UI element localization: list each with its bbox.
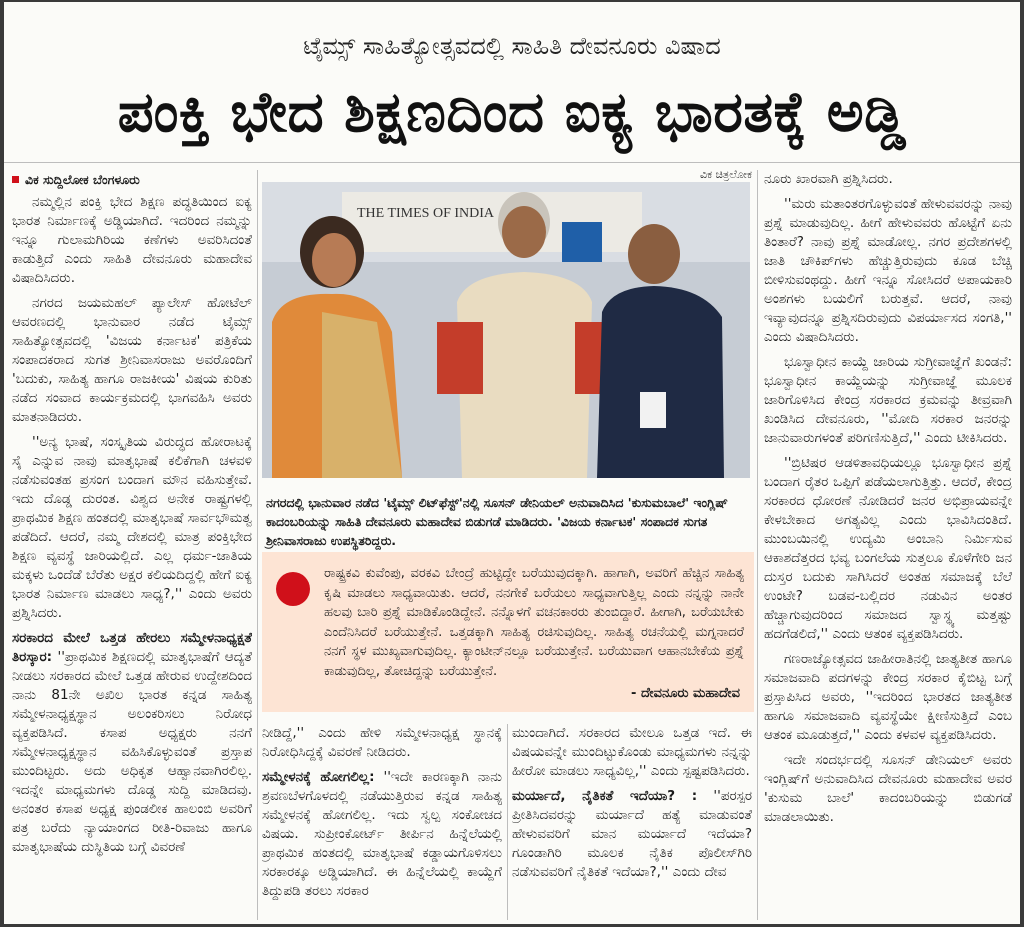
photo-illustration xyxy=(262,182,750,478)
subheading-paragraph xyxy=(12,629,252,857)
column-divider xyxy=(257,170,258,920)
column-divider xyxy=(507,724,508,920)
subheading: ಸರಕಾರದ ಮೇಲೆ ಒತ್ತಡ ಹೇರಲು ಸಮ್ಮೇಳನಾಧ್ಯಕ್ಷತೆ ತಿರಸ್ಕಾರ: xyxy=(12,630,252,665)
paragraph-text: ''ಪರಸ್ಪರ ಪ್ರೀತಿಸಿದವರನ್ನು ಮರ್ಯಾದೆ ಹತ್ಯೆ ಮಾಡುವಂತೆ ಹೇಳುವವರಿಗೆ ಮಾನ ಮರ್ಯಾದೆ ಇದೆಯಾ? ಗೂಂಡಾಗಿರಿ ಮೂಲಕ ನೈತಿಕ ಪೊಲೀಸ್‌ಗಿರಿ ನಡೆಸುವವರಿಗೆ ನೈತಿಕತೆ ಇದೆಯಾ?,'' ಎಂದು ದೇವ xyxy=(512,788,752,880)
paragraph: ನೀಡಿದ್ದೆ,'' ಎಂದು ಹೇಳಿ ಸಮ್ಮೇಳನಾಧ್ಯಕ್ಷ ಸ್ಥಾನಕ್ಕೆ ನಿರೋಧಿಸಿದ್ದಕ್ಕೆ ವಿವರಣೆ ನೀಡಿದರು. xyxy=(262,725,502,760)
paragraph: ನೂರು ಖಾರವಾಗಿ ಪ್ರಶ್ನಿಸಿದರು. xyxy=(764,171,893,187)
quote-text: ರಾಷ್ಟ್ರಕವಿ ಕುವೆಂಪು, ವರಕವಿ ಬೇಂದ್ರೆ ಹುಟ್ಟಿದ್ದೇ ಬರೆಯುವುದಕ್ಕಾಗಿ. ಹಾಗಾಗಿ, ಅವರಿಗೆ ಹೆಚ್ಚಿನ ಸಾಹಿತ್ಯ ಕೃಷಿ ಮಾಡಲು ಸಾಧ್ಯವಾಯಿತು. ಆದರೆ, ನನಗೇಕೆ ಬರೆಯಲು ಸಾಧ್ಯವಾಗುತ್ತಿಲ್ಲ ಎಂದು ನನ್ನನ್ನು ನಾನೇ ಹಲವು ಬಾರಿ ಪ್ರಶ್ನೆ ಮಾಡಿಕೊಂಡಿದ್ದೇನೆ. ನನ್ನೊಳಗೆ ವಚನಕಾರರು ತುಂಬಿದ್ದಾರೆ. ಹೀಗಾಗಿ, ಬರೆಯಬೇಕು ಎಂದೆನಿಸಿದರೆ ಬರೆಯುತ್ತೇನೆ. ಒತ್ತಡಕ್ಕಾಗಿ ಸಾಹಿತ್ಯ ರಚಿಸುವುದಿಲ್ಲ. ಸಾಹಿತ್ಯ ರಚನೆಯಲ್ಲಿ ಮಗ್ನನಾದರೆ ನನಗೆ ಸ್ಥಳ ಮುಖ್ಯವಾಗುವುದಿಲ್ಲ. ಕ್ಯಾಂಟೀನ್‌ನಲ್ಲೂ ಬರೆಯುತ್ತೇನೆ. ಬರೆಯುವಾಗ ಆಹಾನಬೇಕೆಯ ಪ್ರಶ್ನೆ ಕಾಡುವುದಿಲ್ಲ, ತೋಚಿದ್ದನ್ನು ಬರೆಯುತ್ತೇನೆ. xyxy=(324,566,744,679)
paragraph-text: ''ಇದೇ ಕಾರಣಕ್ಕಾಗಿ ನಾನು ಶ್ರವಣಬೆಳಗೊಳದಲ್ಲಿ ನಡೆಯುತ್ತಿರುವ ಕನ್ನಡ ಸಾಹಿತ್ಯ ಸಮ್ಮೇಳನಕ್ಕೆ ಹೋಗಲಿಲ್ಲ. ಇದು ಸ್ವಲ್ಪ ಸಂಕೋಚದ ವಿಷಯ. ಸುಪ್ರೀಂಕೋರ್ಟ್‌ ತೀರ್ಪಿನ ಹಿನ್ನೆಲೆಯಲ್ಲಿ ಪ್ರಾಥಮಿಕ ಹಂತದಲ್ಲಿ ಮಾತೃಭಾಷೆ ಕಡ್ಡಾಯಗೊಳಿಸಲು ಸರಕಾರಕ್ಕೂ ಅಡ್ಡಿಯಾಗಿದೆ. ಈ ಹಿನ್ನೆಲೆಯಲ್ಲಿ ಕಾಯ್ದೆಗೆ ತಿದ್ದುಪಡಿ ತರಲು ಸರಕಾರ xyxy=(262,769,502,899)
paragraph: ಗಣರಾಜ್ಯೋತ್ಸವದ ಜಾಹೀರಾತಿನಲ್ಲಿ ಜಾತ್ಯತೀತ ಹಾಗೂ ಸಮಾಜವಾದಿ ಪದಗಳನ್ನು ಕೇಂದ್ರ ಸರಕಾರ ಕೈಬಿಟ್ಟ ಬಗ್ಗೆ ಪ್ರಸ್ತಾಪಿಸಿದ ಅವರು, ''ಇದರಿಂದ ಭಾರತದ ಜಾತ್ಯತೀತ ಹಾಗೂ ಸಮಾಜವಾದಿ ವ್ಯವಸ್ಥೆಯೇ ಕ್ಷೀಣಿಸುತ್ತಿದೆ ಎಂಬ ಆತಂಕ ಮೂಡುತ್ತದೆ,'' ಎಂದು ಕಳವಳ ವ್ಯಕ್ತಪಡಿಸಿದರು. xyxy=(764,651,1012,743)
quote-box xyxy=(262,552,754,712)
quote-bullet-icon xyxy=(276,572,310,606)
byline xyxy=(12,170,252,189)
kicker: ಟೈಮ್ಸ್‌ ಸಾಹಿತ್ಯೋತ್ಸವದಲ್ಲಿ ಸಾಹಿತಿ ದೇವನೂರು ವಿಷಾದ xyxy=(303,32,721,60)
column-divider xyxy=(757,170,758,920)
newspaper-page xyxy=(4,2,1020,924)
column-2 xyxy=(262,724,502,924)
paragraph: ''ಅನ್ಯ ಭಾಷೆ, ಸಂಸ್ಕೃತಿಯ ವಿರುದ್ಧದ ಹೋರಾಟಕ್ಕೆ ಸೈ ಎನ್ನುವ ನಾವು ಮಾತೃಭಾಷೆ ಕಲಿಕೆಗಾಗಿ ಚಳವಳಿ ನಡೆಸುವಂತಹ ಪ್ರಸಂಗ ಬಂದಾಗ ಮೌನ ವಹಿಸುತ್ತೇವೆ. ಇದು ದೊಡ್ಡ ದುರಂತ. ವಿಶ್ವದ ಅನೇಕ ರಾಷ್ಟ್ರಗಳಲ್ಲಿ ಪ್ರಾಥಮಿಕ ಶಿಕ್ಷಣ ಹಂತದಲ್ಲಿ ಮಾತೃಭಾಷೆ ಸಾರ್ವಭೌಮತ್ವ ಪಡೆದಿದೆ. ಆದರೆ, ನಮ್ಮ ದೇಶದಲ್ಲಿ ಮಾತ್ರ ಪಂಕ್ತಿಭೇದ ಶಿಕ್ಷಣ ವ್ಯವಸ್ಥೆ ಜಾರಿಯಲ್ಲಿದೆ. ಎಲ್ಲ ಧರ್ಮ-ಜಾತಿಯ ಮಕ್ಕಳು ಒಂದೆಡೆ ಬೆರೆತು ಅಕ್ಷರ ಕಲಿಯದಿದ್ದಲ್ಲಿ ಹೇಗೆ ಐಕ್ಯ ಭಾರತ ನಿರ್ಮಾಣ ಮಾಡಲು ಸಾಧ್ಯ?,'' ಎಂದು ಅವರು ಪ್ರಶ್ನಿಸಿದರು. xyxy=(12,434,252,621)
bullet-square-icon xyxy=(12,176,19,183)
byline-text: ವಿಕ ಸುದ್ದಿಲೋಕ ಬೆಂಗಳೂರು xyxy=(25,172,140,187)
column-1 xyxy=(12,170,252,922)
header-divider xyxy=(4,162,1020,163)
paragraph: ''ಬ್ರಿಟಿಷರ ಆಡಳಿತಾವಧಿಯಲ್ಲೂ ಭೂಸ್ವಾಧೀನ ಪ್ರಶ್ನೆ ಬಂದಾಗ ರೈತರ ಒಪ್ಪಿಗೆ ಪಡೆಯಲಾಗುತ್ತಿತ್ತು. ಆದರೆ, ಕೇಂದ್ರ ಸರಕಾರದ ಧೋರಣೆ ನೋಡಿದರೆ ಜನರ ಅಭಿಪ್ರಾಯವನ್ನೇ ಕೇಳಬೇಕಾದ ಅಗತ್ಯವಿಲ್ಲ ಎಂದು ಭಾವಿಸಿದಂತಿದೆ. ಮುಂಬಯಿನಲ್ಲಿ ಉದ್ಯಮಿ ಅಂಬಾನಿ ನಿರ್ಮಿಸುವ ಆಕಾಶದೆತ್ತರದ ಭವ್ಯ ಬಂಗಲೆಯ ಸುತ್ತಲೂ ಕೊಳೆಗೇರಿ ಜನ ದುಸ್ತರ ಬದುಕು ಸಾಗಿಸಿದರೆ ಅಂತಹ ಸಮಾಜಕ್ಕೆ ಬೆಲೆ ಉಂಟೇ? ಬಡವ-ಬಲ್ಲಿದರ ನಡುವಿನ ಅಂತರ ಹೆಚ್ಚಾಗುವುದರಿಂದ ಸಮಾಜದ ಸ್ವಾಸ್ಥ್ಯ ಮತ್ತಷ್ಟು ಹದಗೆಡಲಿದೆ,'' ಎಂದು ಆತಂಕ ವ್ಯಕ್ತಪಡಿಸಿದರು. xyxy=(764,455,1012,642)
quote-attribution: - ದೇವನೂರು ಮಹಾದೇವ xyxy=(631,686,740,701)
paragraph: ನಮ್ಮಲ್ಲಿನ ಪಂಕ್ತಿ ಭೇದ ಶಿಕ್ಷಣ ಪದ್ಧತಿಯಿಂದ ಐಕ್ಯ ಭಾರತ ನಿರ್ಮಾಣಕ್ಕೆ ಅಡ್ಡಿಯಾಗಿದೆ. ಇದರಿಂದ ನಮ್ಮನ್ನು ಇನ್ನೂ ಗುಲಾಮಗಿರಿಯ ಕಣೆಗಳು ಅವರಿಸಿದಂತೆ ಕಾಡುತ್ತಿದೆ ಎಂದು ಸಾಹಿತಿ ದೇವನೂರು ಮಹಾದೇವ ವಿಷಾದಿಸಿದರು. xyxy=(12,194,252,286)
paragraph: ನಗರದ ಜಯಮಹಲ್‌ ಪ್ಯಾಲೇಸ್‌ ಹೋಟೆಲ್‌ ಆವರಣದಲ್ಲಿ ಭಾನುವಾರ ನಡೆದ ಟೈಮ್ಸ್‌ ಸಾಹಿತ್ಯೋತ್ಸವದಲ್ಲಿ 'ವಿಜಯ ಕರ್ನಾಟಕ' ಪತ್ರಿಕೆಯ ಸಂಪಾದಕರಾದ ಸುಗತ ಶ್ರೀನಿವಾಸರಾಜು ಅವರೊಂದಿಗೆ 'ಬದುಕು, ಸಾಹಿತ್ಯ ಹಾಗೂ ರಾಜಕೀಯ' ವಿಷಯ ಕುರಿತು ನಡೆದ ಸಂವಾದ ಕಾರ್ಯಕ್ರಮದಲ್ಲಿ ಭಾಗವಹಿಸಿ ಅವರು ಮಾತನಾಡಿದರು. xyxy=(12,295,252,425)
paragraph: ''ಮರು ಮತಾಂತರಗೊಳ್ಳುವಂತೆ ಹೇಳುವವರನ್ನು ನಾವು ಪ್ರಶ್ನೆ ಮಾಡುವುದಿಲ್ಲ. ಹೀಗೆ ಹೇಳುವವರು ಹೊಟ್ಟೆಗೆ ಏನು ತಿಂತಾರೆ? ನಾವು ಪ್ರಶ್ನೆ ಮಾಡೋಲ್ಲ. ನಗರ ಪ್ರದೇಶಗಳಲ್ಲಿ ಜಾತಿ ಚೌಕಿಪ್‌ಗಳು ಹೆಚ್ಚುತ್ತಿರುವುದು ಕೂಡ ಬೆಚ್ಚಿ ಬೀಳಿಸುವಂಥದ್ದು. ಹೀಗೆ ಇನ್ನೂ ಸೋಸಿದರೆ ಅಪಾಯಕಾರಿ ಅಂಶಗಳು ಬಯಲಿಗೆ ಬರುತ್ತವೆ. ಆದರೆ, ನಾವು ಇವ್ಯಾವುದನ್ನೂ ಪ್ರಶ್ನಿಸದಿರುವುದು ವಿಪರ್ಯಾಸದ ಸಂಗತಿ,'' ಎಂದು ವಿಷಾದಿಸಿದರು. xyxy=(764,196,1012,345)
paragraph: ಇದೇ ಸಂದರ್ಭದಲ್ಲಿ ಸೂಸನ್‌ ಡೇನಿಯಲ್‌ ಅವರು ಇಂಗ್ಲಿಷ್‌ಗೆ ಅನುವಾದಿಸಿದ ದೇವನೂರು ಮಹಾದೇವ ಅವರ 'ಕುಸುಮ ಬಾಲೆ' ಕಾದಂಬರಿಯನ್ನು ಬಿಡುಗಡೆ ಮಾಡಲಾಯಿತು. xyxy=(764,752,1012,825)
paragraph-text: ''ಪ್ರಾಥಮಿಕ ಶಿಕ್ಷಣದಲ್ಲಿ ಮಾತೃಭಾಷೆಗೆ ಆದ್ಯತೆ ನೀಡಲು ಸರಕಾರದ ಮೇಲೆ ಒತ್ತಡ ಹೇರುವ ಉದ್ದೇಶದಿಂದ ನಾನು 81ನೇ ಅಖಿಲ ಭಾರತ ಕನ್ನಡ ಸಾಹಿತ್ಯ ಸಮ್ಮೇಳನಾಧ್ಯಕ್ಷಸ್ಥಾನ ಅಲಂಕರಿಸಲು ನಿರೋಧ ವ್ಯಕ್ತಪಡಿಸಿದೆ. ಕಸಾಪ ಅಧ್ಯಕ್ಷರು ನನಗೆ ಸಮ್ಮೇಳನಾಧ್ಯಕ್ಷಸ್ಥಾನ ವಹಿಸಿಕೊಳ್ಳುವಂತೆ ಪ್ರಸ್ತಾಪ ಮುಂದಿಟ್ಟರು. ಅದು ಅಧಿಕೃತ ಆಹ್ವಾನವಾಗಿರಲಿಲ್ಲ. ಇದನ್ನೇ ಮಾಧ್ಯಮಗಳು ದೊಡ್ಡ ಸುದ್ದಿ ಮಾಡಿದವು. ಅನಂತರ ಕಸಾಪ ಅಧ್ಯಕ್ಷ ಪುಂಡಲೀಕ ಹಾಲಂಬಿ ಅವರಿಗೆ ಪತ್ರ ಬರೆದು ನ್ಯಾಯಾಂಗದ ರೀತಿ-ರಿವಾಜು ಹಾಗೂ ಮಾತೃಭಾಷೆಯ ದುಸ್ಥಿತಿಯ ಬಗ್ಗೆ ವಿವರಣೆ xyxy=(12,649,252,855)
subheading: ಸಮ್ಮೇಳನಕ್ಕೆ ಹೋಗಲಿಲ್ಲ: xyxy=(262,769,375,785)
subheading-paragraph xyxy=(262,768,502,901)
headline: ಪಂಕ್ತಿ ಭೇದ ಶಿಕ್ಷಣದಿಂದ ಐಕ್ಯ ಭಾರತಕ್ಕೆ ಅಡ್ಡಿ xyxy=(117,80,907,145)
event-photo xyxy=(262,182,750,478)
paragraph: ಭೂಸ್ವಾಧೀನ ಕಾಯ್ದೆ ಜಾರಿಯ ಸುಗ್ರೀವಾಜ್ಞೆಗೆ ಖಂಡನೆ: ಭೂಸ್ವಾಧೀನ ಕಾಯ್ದೆಯನ್ನು ಸುಗ್ರೀವಾಜ್ಞೆ ಮೂಲಕ ಜಾರಿಗೊಳಿಸಿದ ಕೇಂದ್ರ ಸರಕಾರದ ಕ್ರಮವನ್ನು ತೀವ್ರವಾಗಿ ಖಂಡಿಸಿದ ದೇವನೂರು, ''ಮೋದಿ ಸರಕಾರ ಜನರನ್ನು ಜಾನುವಾರುಗಳಂತೆ ಪರಿಗಣಿಸುತ್ತಿದೆ,'' ಎಂದು ಟೀಕಿಸಿದರು. xyxy=(764,354,1012,446)
photo-credit: ವಿಕ ಚಿತ್ರಲೋಕ xyxy=(700,168,752,181)
column-3 xyxy=(512,724,752,924)
subheading-paragraph xyxy=(512,787,752,882)
subheading: ಮರ್ಯಾದೆ, ನೈತಿಕತೆ ಇದೆಯಾ? : xyxy=(512,788,698,804)
banner-text: THE TIMES OF INDIA xyxy=(357,206,495,221)
paragraph: ಮುಂದಾಗಿದೆ. ಸರಕಾರದ ಮೇಲೂ ಒತ್ತಡ ಇದೆ. ಈ ವಿಷಯವನ್ನೇ ಮುಂದಿಟ್ಟುಕೊಂಡು ಮಾಧ್ಯಮಗಳು ನನ್ನನ್ನು ಹೀರೋ ಮಾಡಲು ಸಾಧ್ಯವಿಲ್ಲ,'' ಎಂದು ಸ್ಪಷ್ಟಪಡಿಸಿದರು. xyxy=(512,725,752,779)
photo-caption: ನಗರದಲ್ಲಿ ಭಾನುವಾರ ನಡೆದ 'ಟೈಮ್ಸ್‌ ಲಿಟ್‌ಫೆಸ್ಟ್‌'ನಲ್ಲಿ ಸೂಸನ್‌ ಡೇನಿಯಲ್‌ ಅನುವಾದಿಸಿದ 'ಕುಸುಮಬಾಲೆ' ಇಂಗ್ಲಿಷ್‌ ಕಾದಂಬರಿಯನ್ನು ಸಾಹಿತಿ ದೇವನೂರು ಮಹಾದೇವ ಬಿಡುಗಡೆ ಮಾಡಿದರು. 'ವಿಜಯ ಕರ್ನಾಟಕ' ಸಂಪಾದಕ ಸುಗತ ಶ್ರೀನಿವಾಸರಾಜು ಉಪಸ್ಥಿತರಿದ್ದರು. xyxy=(266,495,728,548)
column-4 xyxy=(764,170,1012,922)
